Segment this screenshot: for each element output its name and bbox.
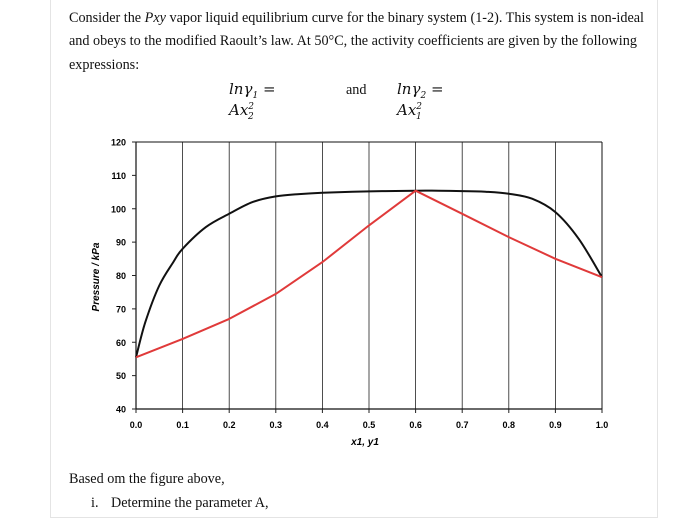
question-i-number: i.: [91, 495, 99, 511]
x-tick-label: 0.9: [549, 420, 562, 430]
x-tick-label: 0.5: [362, 420, 376, 430]
y-axis-label: Pressure / kPa: [91, 242, 102, 312]
equation-and: and: [346, 82, 367, 98]
y-tick-label: 40: [115, 404, 126, 415]
based-on-text: Based om the figure above,: [69, 471, 225, 487]
y-tick-label: 110: [111, 170, 126, 181]
x-tick-label: 0.3: [269, 420, 283, 430]
y-tick-label: 70: [115, 304, 126, 315]
y-tick-label: 120: [110, 137, 126, 148]
intro-line-3: expressions:: [69, 57, 140, 73]
x-axis-label: x1, y1: [351, 437, 379, 448]
equation-gamma2: $\ln\gamma_2 = Ax^2_1$: [397, 80, 444, 122]
x-tick-label: 1.0: [595, 420, 609, 430]
y-tick-label: 80: [115, 271, 126, 281]
equation-gamma1: $\ln\gamma_1 = Ax^2_2$: [229, 80, 276, 122]
x-tick-label: 0.4: [316, 420, 329, 430]
y-tick-label: 100: [110, 204, 126, 215]
x-tick-label: 0.7: [455, 420, 469, 430]
y-tick-label: 60: [115, 337, 126, 348]
x-tick-label: 0.2: [222, 420, 236, 430]
chart-ticks: [111, 138, 608, 431]
pxy-term: Pxy: [144, 10, 166, 26]
x-tick-label: 0.8: [502, 420, 516, 430]
question-i-text: Determine the parameter A,: [111, 495, 269, 511]
y-tick-label: 90: [115, 237, 126, 248]
x-tick-label: 0.1: [176, 420, 189, 430]
x-tick-label: 0.0: [129, 420, 143, 430]
y-tick-label: 50: [115, 371, 126, 382]
intro-line-1: Consider the Pxy vapor liquid equilibrium curve for the binary system (1-2). This system is non-ideal: [69, 10, 645, 26]
intro-line-2: and obeys to the modified Raoult’s law. At 50°C, the activity coefficients are given by the following: [69, 33, 637, 49]
chart-grid: [136, 142, 602, 409]
x-tick-label: 0.6: [409, 420, 422, 430]
